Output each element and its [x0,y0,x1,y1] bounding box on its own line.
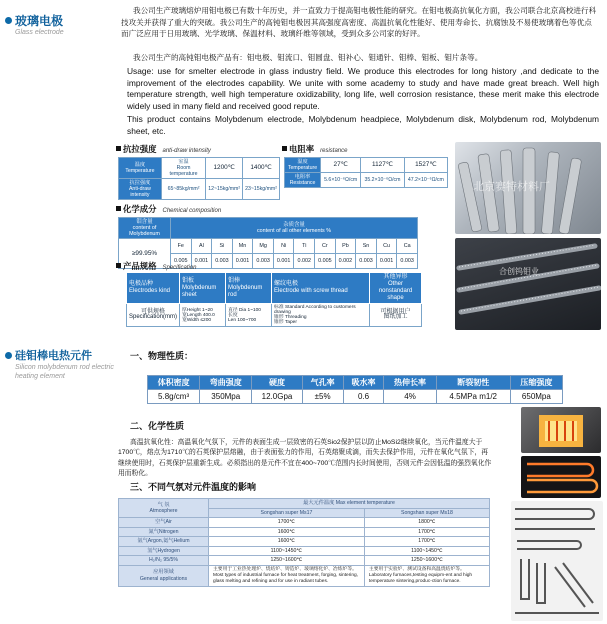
physical-value: 4% [384,390,436,404]
physical-value: 350Mpa [200,390,252,404]
glass-cn-paragraph-2: 我公司生产的高钝钼电极产品有：钼电极、钼流口、钼圆盘、钼补心、钼通针、钼棒、钼板、钼片条等。 [133,53,483,62]
chem-value: 0.003 [356,254,377,269]
chem-element: Ni [273,239,294,254]
physical-head: 热伸长率 [384,376,436,390]
applications-value: 主要用于实验炉、测试设备和高温烧结炉等。 Laboratory furnaces,testing equipm-ent and high temperature sintering,produc-ction furnace. [364,565,489,586]
atmosphere-value: 1600℃ [209,527,365,537]
heading-bullet-icon [282,146,287,151]
physical-head: 弯曲强度 [200,376,252,390]
watermark-text-2: 合创钨钼业 [499,267,539,276]
atmosphere-value: 1250~1600℃ [209,556,365,566]
spec-value: 可根据用户 图纸加工 [370,304,422,327]
hot-element-photo [521,456,601,498]
tensile-cell: 温度 Temperature [119,158,162,179]
spec-value: 标准 Standard According to customers drawing 锥形 Threading 锥形 Taper [272,304,370,327]
chem-element: Cr [315,239,336,254]
resistance-heading: 电阻率 resistance [282,143,347,155]
chem-value: 0.001 [376,254,397,269]
resistance-cell: 1527℃ [404,158,447,173]
physical-value: 5.8g/cm³ [148,390,200,404]
chem-element: Mg [253,239,274,254]
atmosphere-label: 氮气Nitrogen [119,527,209,537]
atmosphere-label: H₂/N₂ 95/5% [119,556,209,566]
ms17-head: Songshan super Ms17 [209,508,365,518]
physical-head: 压缩强度 [510,376,562,390]
furnace-illustration [521,407,601,453]
chem-element: Mn [232,239,253,254]
spec-head: 钼板 Molybdenum sheet [180,273,226,304]
atmosphere-value: 1100~1450℃ [364,546,489,556]
heading-bullet-icon [116,263,121,268]
physical-heading: 一、物理性质： [130,351,194,361]
tensile-table [118,157,280,200]
threaded-electrodes-photo [455,238,601,330]
glass-section-subtitle: Glass electrode [15,29,64,36]
physical-value: ±5% [302,390,343,404]
chem-value: 0.001 [232,254,253,269]
chem-value: 0.005 [171,254,192,269]
chem-element: Pb [335,239,356,254]
tensile-cell: 抗拉强度 Anti-draw intensity [119,179,162,200]
heading-bullet-icon [116,206,121,211]
spec-value: 可供规格 Specification(mm) [127,304,180,327]
max-temp-head: 最大元件温度 Max element temperature [209,499,490,509]
chem-mo-value: ≥99.95% [119,239,171,269]
tensile-cell: 12~15kg/mm² [206,179,243,200]
tensile-cell: 1400℃ [243,158,280,179]
threaded-rods-illustration [455,238,601,330]
chem-value: 0.003 [397,254,418,269]
atmosphere-value: 1250~1600℃ [364,556,489,566]
spec-head: 其他异形 Other nonstandard shape [370,273,422,304]
tensile-cell: 23~15kg/mm² [243,179,280,200]
chem-element: Al [191,239,212,254]
watermark-text: 北京赛特材料厂 [473,181,550,193]
chem-mo-header: 钼含量 content of Molybdenum [119,218,171,239]
physical-value: 12.0Gpa [252,390,302,404]
heating-section-bullet [5,352,12,359]
tensile-cell: 1200℃ [206,158,243,179]
physical-value: 650Mpa [510,390,562,404]
physical-properties-table [147,375,563,404]
chem-element: Cu [376,239,397,254]
atmosphere-label: 氢气Hydrogen [119,546,209,556]
chem-value: 0.005 [315,254,336,269]
element-shapes-illustration [511,501,603,621]
chemical-heading: 二、化学性质 [130,421,185,431]
atmosphere-label: 氩气Argon,氦气Helium [119,537,209,547]
atmosphere-value: 1100~1450℃ [209,546,365,556]
glass-cn-paragraph: 我公司生产玻璃熔炉用钼电极已有数十年历史，并一直致力于提高钼电极性能的研究。在钼电极高抗氧化方面，我公司联合北京高校进行科技攻关并获得了重大的突破。我公司生产的高钝钼电极因其高强度高密度、高温抗氧化性能好、使用寿命长、抗腐蚀及不易使玻璃着色等优点而广泛应用于日用玻璃、光学玻璃、保温材料、玻璃纤维等领域，受到众多公司家的好评。 [121,6,597,38]
physical-head: 吸水率 [343,376,384,390]
hot-element-illustration [521,456,601,498]
resistance-cell: 温度 Temperature [285,158,321,173]
atmosphere-value: 1600℃ [209,537,365,547]
atmosphere-label: 空气Air [119,518,209,528]
glass-section-title: 玻璃电极 [15,14,64,28]
chemical-paragraph: 高温抗氧化性：高温氧化气氛下，元件的表面生成一层致密的石英Sio2保护层以防止MoSi2继续氧化，当元件温度大于1700℃，熔点为1710℃的石英保护层熔融，由于表面张力的作用，石英熔聚成滴，而失去保护作用，元件在氧化气氛下，再继续使用时，石英保护层重新生成。必须指出的是元件不宜在400~700℃范围内长时间使用，否则元件会因低温的强烈氧化作用而粉化。 [118,439,492,478]
gas-heading: 三、不同气氛对元件温度的影响 [130,482,257,492]
resistance-cell: 27℃ [321,158,361,173]
atmosphere-table [118,498,490,587]
physical-value: 4.5MPa m1/2 [436,390,510,404]
spec-value: 直径 Dia 1~100 长度 Len 100~700 [226,304,272,327]
physical-head: 硬度 [252,376,302,390]
tensile-cell: 室温 Room temperature [161,158,205,179]
chem-value: 0.002 [335,254,356,269]
spec-head: 钼棒 Molybdenum rod [226,273,272,304]
resistance-cell: 1127℃ [361,158,404,173]
atmosphere-value: 1800℃ [364,518,489,528]
glass-section-bullet [5,17,12,24]
chem-value: 0.001 [273,254,294,269]
tensile-cell: 65~85kg/mm² [161,179,205,200]
resistance-cell: 35.2×10⁻⁶Ω/cm [361,173,404,188]
heading-bullet-icon [116,146,121,151]
element-shapes-photo [511,501,603,621]
atmosphere-value: 1700℃ [209,518,365,528]
physical-head: 断裂韧性 [436,376,510,390]
spec-head: 电极品种 Electrodes kind [127,273,180,304]
molybdenum-rods-photo [455,142,601,234]
spec-head: 螺纹电极 Electrode with screw thread [272,273,370,304]
chem-element: Si [212,239,233,254]
applications-value: 主要用于工业热处理炉、烧结炉、铸造炉、玻璃熔化炉、冶炼炉等。 Most types of industrial furnace for heat treatment, forging, sintering, glass melting and refining and for use in radiant tubes. [209,565,365,586]
chem-element: Fe [171,239,192,254]
tensile-heading: 抗拉强度 anti-draw intensity [116,143,211,155]
physical-head: 体积密度 [148,376,200,390]
chem-element: Sn [356,239,377,254]
furnace-photo [521,407,601,453]
spec-table [126,272,422,327]
physical-value: 0.6 [343,390,384,404]
atmosphere-value: 1700℃ [364,527,489,537]
resistance-table [284,157,448,188]
chem-element: Ca [397,239,418,254]
resistance-cell: 电阻率 Resistance [285,173,321,188]
heating-section-subtitle: Silicon molybdenum rod electric heating element [15,364,114,380]
chem-impurity-header: 杂质含量 content of all other elements % [171,218,418,239]
chem-value: 0.002 [294,254,315,269]
chem-value: 0.001 [191,254,212,269]
resistance-cell: 47.2×10⁻⁶Ω/cm [404,173,447,188]
atmosphere-value: 1700℃ [364,537,489,547]
ms18-head: Songshan super Ms18 [364,508,489,518]
glass-en-paragraph: Usage: use for smelter electrode in glass industry field. We produce this electrodes for long history ,and dedicate to the improvement of the electrodes capability. We unite with some academy to study and have made great breach. Well high temperature strength, well high temperature oxidizability, long life, well corrosion resistance, these merit make this electrode widely used in many field and received good repute. [127,66,599,111]
chem-element: Ti [294,239,315,254]
resistance-cell: 5.6×10⁻⁶Ω/cm [321,173,361,188]
spec-value: 厚Height 1~20 宽Length 400.0 宽Width ≤200 [180,304,226,327]
glass-en-paragraph-2: This product contains Molybdenum electrode, Molybdenum headpiece, Molybdenum disk, Molybdenum rod, Molybdenum sheet, etc. [127,114,599,136]
physical-head: 气孔率 [302,376,343,390]
chem-heading: 化学成分 Chemical composition [116,203,221,215]
spec-heading: 产品规格 Specification [116,260,197,272]
applications-label: 应用领域 General applications [119,565,209,586]
heating-section-title: 硅钼棒电热元件 [15,350,92,362]
chem-value: 0.003 [253,254,274,269]
atmosphere-col-head: 气 氛 Atmosphere [119,499,209,518]
chem-value: 0.003 [212,254,233,269]
